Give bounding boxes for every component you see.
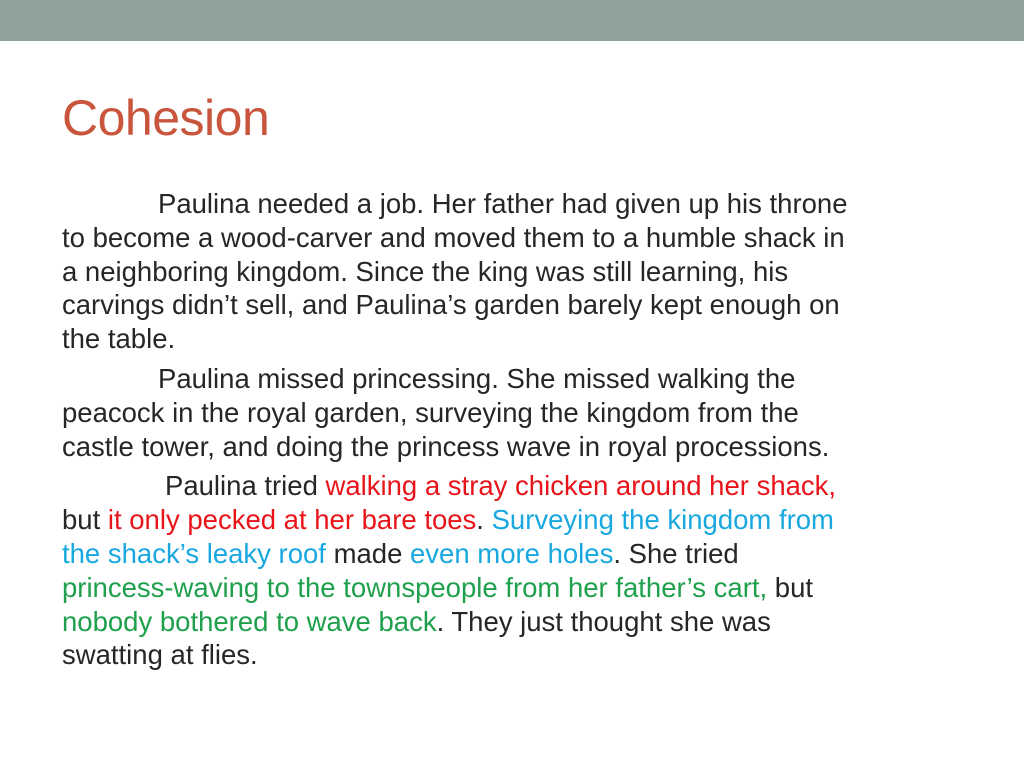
p3-red-phrase: it only pecked at her bare toes	[107, 504, 477, 536]
paragraph-3	[62, 469, 962, 672]
p2-line-2: peacock in the royal garden, surveying the kingdom from the	[62, 396, 799, 428]
p1-line-2: to become a wood-carver and moved them to a humble shack in	[62, 221, 845, 253]
p3-green-phrase: nobody bothered to wave back	[62, 605, 437, 637]
p1-line-3: a neighboring kingdom. Since the king was still learning, his	[62, 255, 789, 287]
p1-line-1: Paulina needed a job. Her father had given up his throne	[158, 188, 848, 219]
p3-plain-text: but	[767, 571, 814, 603]
p3-plain-text: swatting at flies.	[62, 639, 258, 671]
p3-plain-text: . They just thought she was	[436, 605, 771, 637]
slide-body	[62, 187, 962, 678]
paragraph-1	[62, 187, 962, 356]
p2-line-1: Paulina missed princessing. She missed walking the	[158, 362, 796, 394]
p3-plain-text: . She tried	[613, 537, 739, 569]
p2-line-3: castle tower, and doing the princess wave in royal processions.	[62, 430, 830, 462]
p3-blue-phrase: even more holes	[410, 537, 614, 569]
slide-title: Cohesion	[62, 90, 270, 146]
p1-line-5: the table.	[62, 323, 176, 355]
p3-green-phrase: princess-waving to the townspeople from her father’s cart,	[62, 571, 768, 603]
p1-line-4: carvings didn’t sell, and Paulina’s garden barely kept enough on	[62, 289, 840, 321]
slide-top-bar	[0, 0, 1024, 41]
p3-plain-text: but	[62, 504, 108, 536]
p3-red-phrase: walking a stray chicken around her shack,	[325, 470, 837, 502]
p3-blue-phrase: the shack’s leaky roof	[62, 537, 326, 569]
p3-plain-text: made	[325, 537, 411, 569]
paragraph-2	[62, 362, 962, 463]
p3-plain-text: .	[476, 504, 492, 536]
p3-plain-text: Paulina tried	[165, 470, 326, 502]
p3-blue-phrase: Surveying the kingdom from	[491, 504, 834, 536]
